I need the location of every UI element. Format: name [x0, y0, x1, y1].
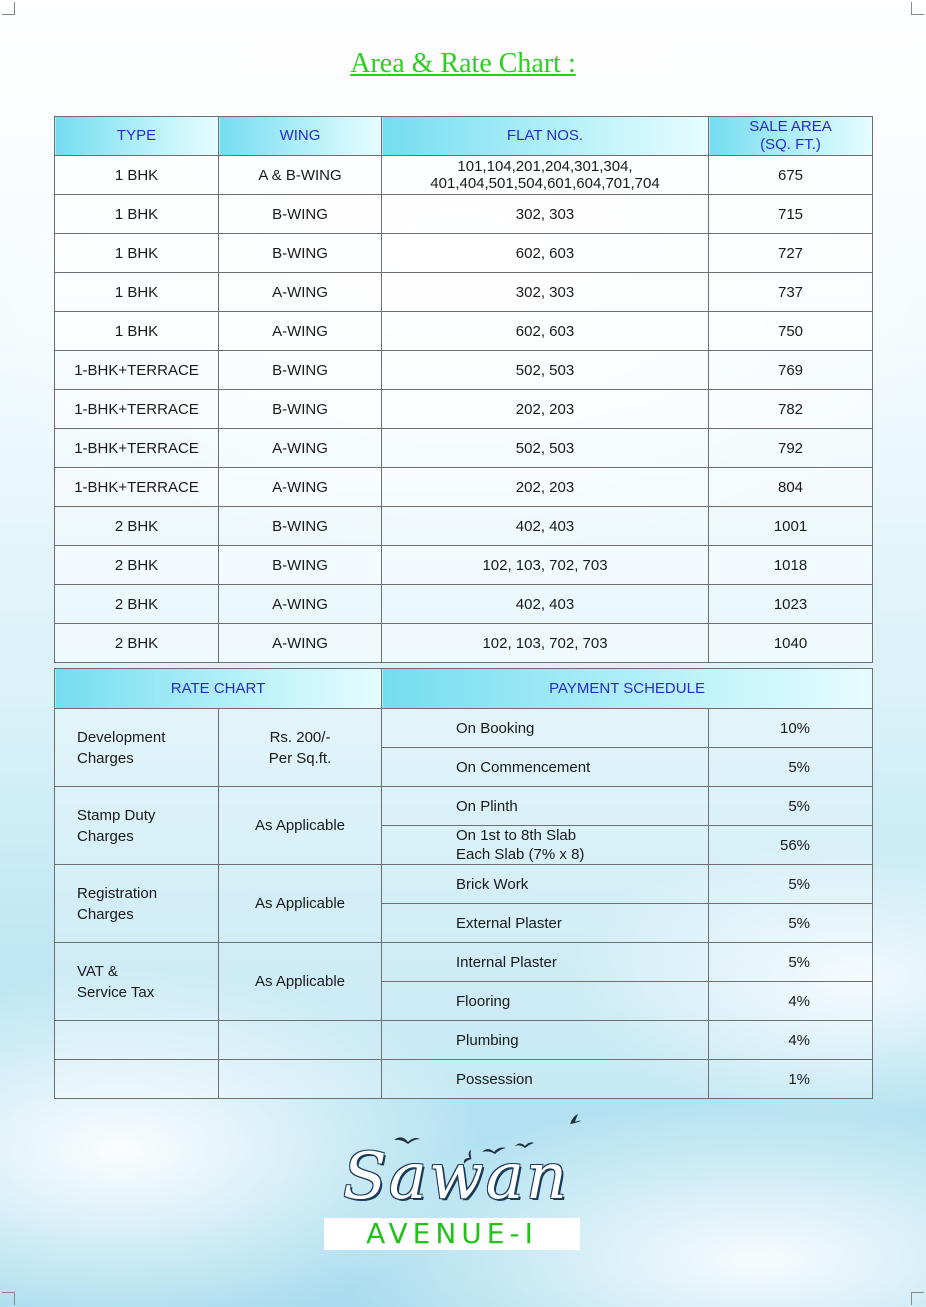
crop-mark-top-right	[911, 2, 924, 15]
charge-label-line2: Charges	[77, 905, 134, 923]
schedule-stage	[382, 1060, 709, 1099]
wing-cell: A-WING	[219, 273, 382, 312]
area-table-row	[55, 585, 873, 624]
sale-area-cell: 675	[709, 156, 873, 195]
schedule-stage	[382, 787, 709, 826]
empty-cell	[219, 1021, 382, 1060]
page-title: Area & Rate Chart :	[350, 48, 576, 79]
wing-cell: B-WING	[219, 507, 382, 546]
type-cell: 1 BHK	[55, 156, 219, 195]
wing-cell: A & B-WING	[219, 156, 382, 195]
area-table-row	[55, 234, 873, 273]
sale-area-cell: 1001	[709, 507, 873, 546]
schedule-percent: 1%	[709, 1060, 873, 1099]
area-table-row	[55, 156, 873, 195]
charge-label	[55, 943, 219, 1021]
schedule-stage	[382, 826, 709, 865]
crop-mark-bottom-right	[911, 1292, 924, 1305]
schedule-percent: 4%	[709, 982, 873, 1021]
flat-nos-cell: 102, 103, 702, 703	[382, 624, 709, 663]
schedule-stage	[382, 1021, 709, 1060]
wing-cell: B-WING	[219, 351, 382, 390]
type-cell: 1-BHK+TERRACE	[55, 468, 219, 507]
schedule-stage-line1: Brick Work	[456, 875, 529, 893]
schedule-percent: 5%	[709, 943, 873, 982]
charge-label	[55, 787, 219, 865]
wing-cell: A-WING	[219, 585, 382, 624]
sale-area-cell: 1023	[709, 585, 873, 624]
schedule-stage-line1: Possession	[456, 1070, 533, 1088]
schedule-stage-line1: External Plaster	[456, 914, 562, 932]
empty-cell	[219, 1060, 382, 1099]
sale-area-cell: 750	[709, 312, 873, 351]
sale-area-cell: 769	[709, 351, 873, 390]
charge-value	[219, 787, 382, 865]
payment-schedule-row	[55, 1021, 873, 1060]
type-cell: 1-BHK+TERRACE	[55, 429, 219, 468]
schedule-stage-line1: On Plinth	[456, 797, 518, 815]
charge-label-line2: Service Tax	[77, 983, 155, 1001]
type-cell: 1 BHK	[55, 312, 219, 351]
flat-nos-cell: 602, 603	[382, 234, 709, 273]
flat-nos-cell: 102, 103, 702, 703	[382, 546, 709, 585]
area-table-header	[55, 117, 873, 156]
flat-nos-cell: 202, 203	[382, 390, 709, 429]
area-table-row	[55, 312, 873, 351]
charge-label-line2: Charges	[77, 749, 134, 767]
area-table-row	[55, 546, 873, 585]
schedule-stage	[382, 865, 709, 904]
wing-cell: B-WING	[219, 390, 382, 429]
flat-nos-cell: 502, 503	[382, 429, 709, 468]
area-table-row	[55, 507, 873, 546]
flat-nos-line1: 101,104,201,204,301,304,	[457, 158, 633, 175]
charge-value	[219, 943, 382, 1021]
header-flat-nos: FLAT NOS.	[382, 117, 709, 156]
schedule-stage-line1: On 1st to 8th Slab	[456, 827, 577, 844]
type-cell: 1 BHK	[55, 234, 219, 273]
schedule-stage	[382, 982, 709, 1021]
flat-nos-cell: 302, 303	[382, 273, 709, 312]
schedule-percent: 5%	[709, 865, 873, 904]
sale-area-cell: 1040	[709, 624, 873, 663]
payment-schedule-row	[55, 709, 873, 748]
flat-nos-cell: 502, 503	[382, 351, 709, 390]
sale-area-cell: 804	[709, 468, 873, 507]
charge-label-line1: Development	[77, 728, 166, 746]
type-cell: 1-BHK+TERRACE	[55, 351, 219, 390]
header-payment-schedule: PAYMENT SCHEDULE	[382, 669, 873, 709]
wing-cell: B-WING	[219, 234, 382, 273]
area-table-row	[55, 351, 873, 390]
wing-cell: B-WING	[219, 546, 382, 585]
charge-value	[219, 865, 382, 943]
crop-mark-bottom-left	[2, 1292, 15, 1305]
area-table-row	[55, 468, 873, 507]
header-sale-area-line2: (SQ. FT.)	[760, 136, 821, 153]
header-sale-area-line1: SALE AREA	[749, 118, 832, 135]
flat-nos-cell: 202, 203	[382, 468, 709, 507]
wing-cell: A-WING	[219, 312, 382, 351]
schedule-stage-line1: Plumbing	[456, 1031, 519, 1049]
charge-label-line1: VAT &	[77, 962, 118, 980]
area-table-row	[55, 390, 873, 429]
payment-schedule-row	[55, 787, 873, 826]
wing-cell: A-WING	[219, 468, 382, 507]
schedule-stage	[382, 709, 709, 748]
sale-area-cell: 737	[709, 273, 873, 312]
charge-value-line1: As Applicable	[254, 817, 346, 834]
schedule-percent: 5%	[709, 787, 873, 826]
flat-nos-cell: 402, 403	[382, 507, 709, 546]
header-wing: WING	[219, 117, 382, 156]
sale-area-cell: 715	[709, 195, 873, 234]
schedule-percent: 5%	[709, 748, 873, 787]
type-cell: 1 BHK	[55, 195, 219, 234]
payment-schedule-row	[55, 1060, 873, 1099]
area-table-row	[55, 273, 873, 312]
rate-table	[54, 668, 873, 1099]
type-cell: 2 BHK	[55, 585, 219, 624]
schedule-stage-line2: Each Slab (7% x 8)	[456, 846, 585, 863]
charge-value-line1: As Applicable	[254, 895, 346, 912]
schedule-stage-line1: Internal Plaster	[456, 953, 557, 971]
sale-area-cell: 792	[709, 429, 873, 468]
charge-label-line2: Charges	[77, 827, 134, 845]
charge-value	[219, 709, 382, 787]
wing-cell: A-WING	[219, 429, 382, 468]
schedule-stage	[382, 943, 709, 982]
charge-value-line1: Rs. 200/-	[269, 728, 331, 746]
sale-area-cell: 782	[709, 390, 873, 429]
logo-script-text: Sawan	[342, 1140, 570, 1214]
header-sale-area	[709, 117, 873, 156]
rate-table-header	[55, 669, 873, 709]
empty-cell	[55, 1060, 219, 1099]
sale-area-cell: 1018	[709, 546, 873, 585]
payment-schedule-row	[55, 943, 873, 982]
logo-subtitle: AVENUE-I	[324, 1218, 580, 1250]
crop-mark-top-left	[2, 2, 15, 15]
schedule-percent: 56%	[709, 826, 873, 865]
schedule-percent: 10%	[709, 709, 873, 748]
charge-label-line1: Registration	[77, 884, 158, 902]
type-cell: 2 BHK	[55, 507, 219, 546]
flat-nos-cell: 302, 303	[382, 195, 709, 234]
charge-label-line1: Stamp Duty	[77, 806, 156, 824]
wing-cell: B-WING	[219, 195, 382, 234]
charge-label	[55, 709, 219, 787]
schedule-percent: 4%	[709, 1021, 873, 1060]
flat-nos-line2: 401,404,501,504,601,604,701,704	[430, 175, 660, 192]
charge-value-line1: As Applicable	[254, 973, 346, 990]
type-cell: 2 BHK	[55, 546, 219, 585]
schedule-stage	[382, 904, 709, 943]
area-table-row	[55, 195, 873, 234]
area-table	[54, 116, 873, 663]
type-cell: 1-BHK+TERRACE	[55, 390, 219, 429]
wing-cell: A-WING	[219, 624, 382, 663]
flat-nos-cell: 402, 403	[382, 585, 709, 624]
sawan-avenue-logo	[320, 1110, 590, 1255]
header-type: TYPE	[55, 117, 219, 156]
area-table-row	[55, 624, 873, 663]
schedule-percent: 5%	[709, 904, 873, 943]
sale-area-cell: 727	[709, 234, 873, 273]
schedule-stage	[382, 748, 709, 787]
schedule-stage-line1: On Booking	[456, 719, 535, 737]
empty-cell	[55, 1021, 219, 1060]
charge-value-line2: Per Sq.ft.	[268, 749, 332, 767]
type-cell: 1 BHK	[55, 273, 219, 312]
schedule-stage-line1: On Commencement	[456, 758, 591, 776]
charge-label	[55, 865, 219, 943]
schedule-stage-line1: Flooring	[456, 992, 511, 1010]
flat-nos-cell	[382, 156, 709, 195]
type-cell: 2 BHK	[55, 624, 219, 663]
payment-schedule-row	[55, 865, 873, 904]
area-table-row	[55, 429, 873, 468]
flat-nos-cell: 602, 603	[382, 312, 709, 351]
header-rate-chart: RATE CHART	[55, 669, 382, 709]
